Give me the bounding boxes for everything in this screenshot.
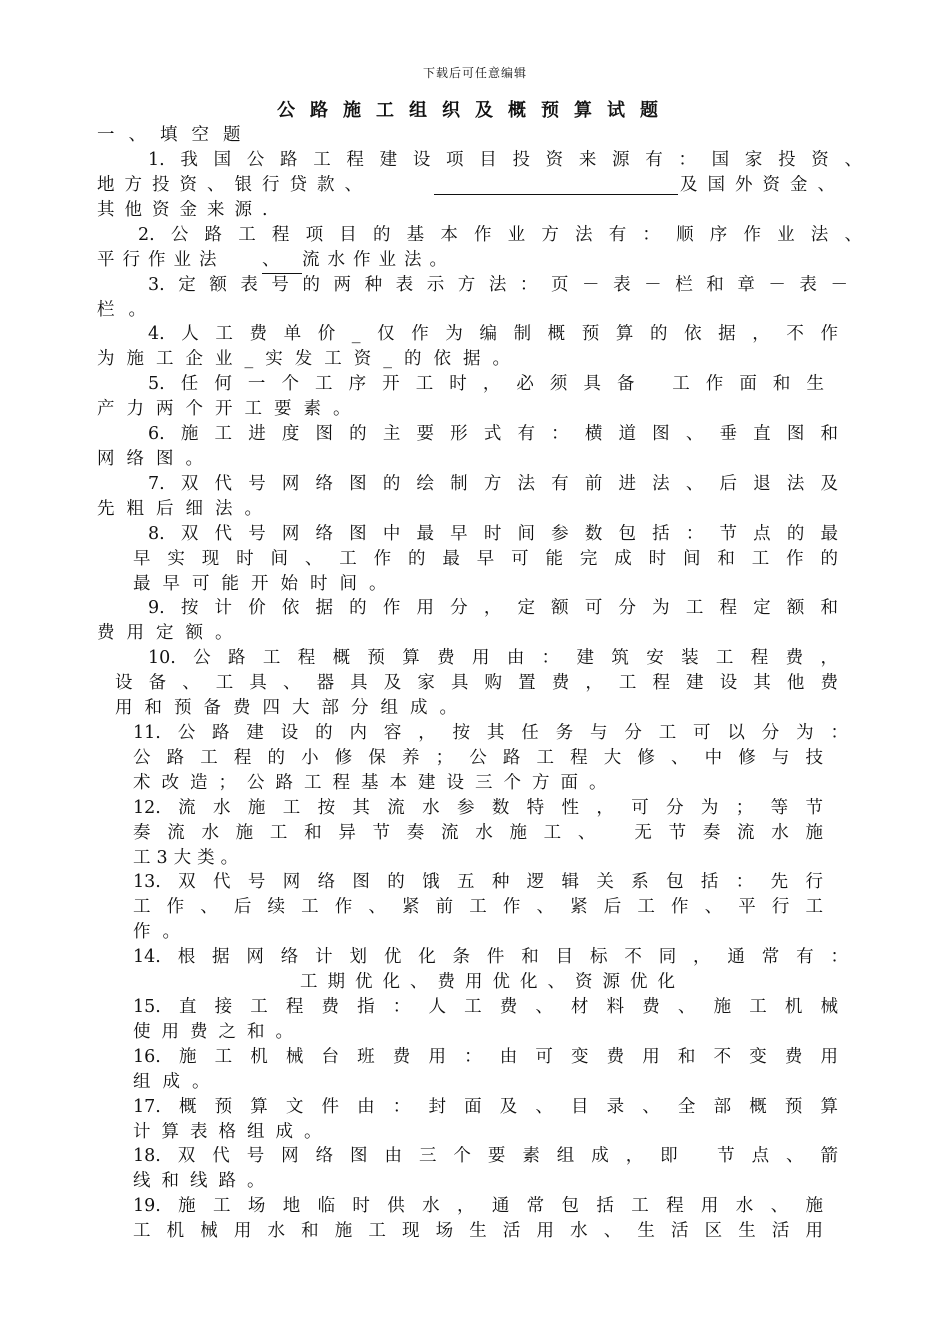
item-6-line-2: 网络图。 [97,449,215,469]
item-2-underlined: 、 [262,248,302,274]
item-9-line-1: 9.按计价依据的作用分，定额可分为工程定额和 [148,598,838,618]
item-2-text-b: 流水作业法。 [302,250,455,270]
item-1-blank [434,176,678,195]
item-13-line-3: 作。 [133,922,192,942]
item-1-text-a: 地方投资、银行贷款、 [97,175,372,195]
item-19-line-2: 工机械用水和施工现场生活用水、生活区生活用 [133,1221,823,1241]
item-11-line-2: 公路工程的小修保养；公路工程大修、中修与技 [133,748,823,768]
item-5-line-2: 产力两个开工要素。 [97,399,363,419]
item-11-line-3: 术改造；公路工程基本建设三个方面。 [133,773,618,793]
page-header-note: 下载后可任意编辑 [422,66,527,80]
item-8-line-3: 最早可能开始时间。 [133,574,399,594]
item-1-line-3: 其他资金来源. [97,200,278,220]
item-18-line-1: 18.双代号网络图由三个要素组成，即 节点、箭 [133,1146,838,1166]
item-3-line-1: 3.定额表号的两种表示方法：页－表－栏和章－表－ [148,275,848,295]
item-12-line-2: 奏流水施工和异节奏流水施工、 无节奏流水施 [133,823,823,843]
item-15-line-2: 使用费之和。 [133,1022,304,1042]
item-16-line-2: 组成。 [133,1072,222,1092]
item-1-text-b: 及国外资金、 [680,175,845,195]
item-4-line-1: 4.人工费单价_仅作为编制概预算的依据，不作 [148,324,838,344]
item-17-line-2: 计算表格组成。 [133,1122,333,1142]
item-7-line-2: 先粗后细法。 [97,499,274,519]
item-10-line-3: 用和预备费四大部分组成。 [115,698,469,718]
item-8-line-2: 早实现时间、工作的最早可能完成时间和工作的 [133,549,838,569]
item-12-line-3: 工3大类。 [133,848,245,868]
item-2-text-a: 平行作业法 [97,250,225,270]
section-heading: 一、填空题 [97,125,255,145]
item-12-line-1: 12.流水施工按其流水参数特性，可分为；等节 [133,798,823,818]
item-4-line-2: 为施工企业_实发工资_的依据。 [97,349,522,369]
item-2-line-1: 2.公路工程项目的基本作业方法有：顺序作业法、 [138,225,862,245]
item-14-line-1: 14.根据网络计划优化条件和目标不同，通常有： [133,947,848,967]
item-6-line-1: 6.施工进度图的主要形式有：横道图、垂直图和 [148,424,838,444]
item-1-line-1: 1.我国公路工程建设项目投资来源有：国家投资、 [148,150,862,170]
item-11-line-1: 11.公路建设的内容，按其任务与分工可以分为： [133,723,848,743]
item-10-line-1: 10.公路工程概预算费用由：建筑安装工程费， [148,648,838,668]
item-14-line-2: 工期优化、费用优化、资源优化 [300,972,685,992]
item-5-line-1: 5.任何一个工序开工时，必须具备 工作面和生 [148,374,824,394]
page-title: 公路施工组织及概预算试题 [277,100,673,121]
item-16-line-1: 16.施工机械台班费用：由可变费用和不变费用 [133,1047,838,1067]
item-13-line-1: 13.双代号网络图的饿五种逻辑关系包括：先行 [133,872,823,892]
item-17-line-1: 17.概预算文件由：封面及、目录、全部概预算 [133,1097,838,1117]
item-13-line-2: 工作、后续工作、紧前工作、紧后工作、平行工 [133,897,823,917]
item-3-line-2: 栏。 [97,300,160,320]
item-18-line-2: 线和线路。 [133,1171,276,1191]
item-10-line-2: 设备、工具、器具及家具购置费，工程建设其他费 [115,673,838,693]
item-19-line-1: 19.施工场地临时供水，通常包括工程用水、施 [133,1196,823,1216]
item-15-line-1: 15.直接工程费指：人工费、材料费、施工机械 [133,997,838,1017]
item-8-line-1: 8.双代号网络图中最早时间参数包括：节点的最 [148,524,838,544]
item-9-line-2: 费用定额。 [97,623,245,643]
item-7-line-1: 7.双代号网络图的绘制方法有前进法、后退法及 [148,474,838,494]
